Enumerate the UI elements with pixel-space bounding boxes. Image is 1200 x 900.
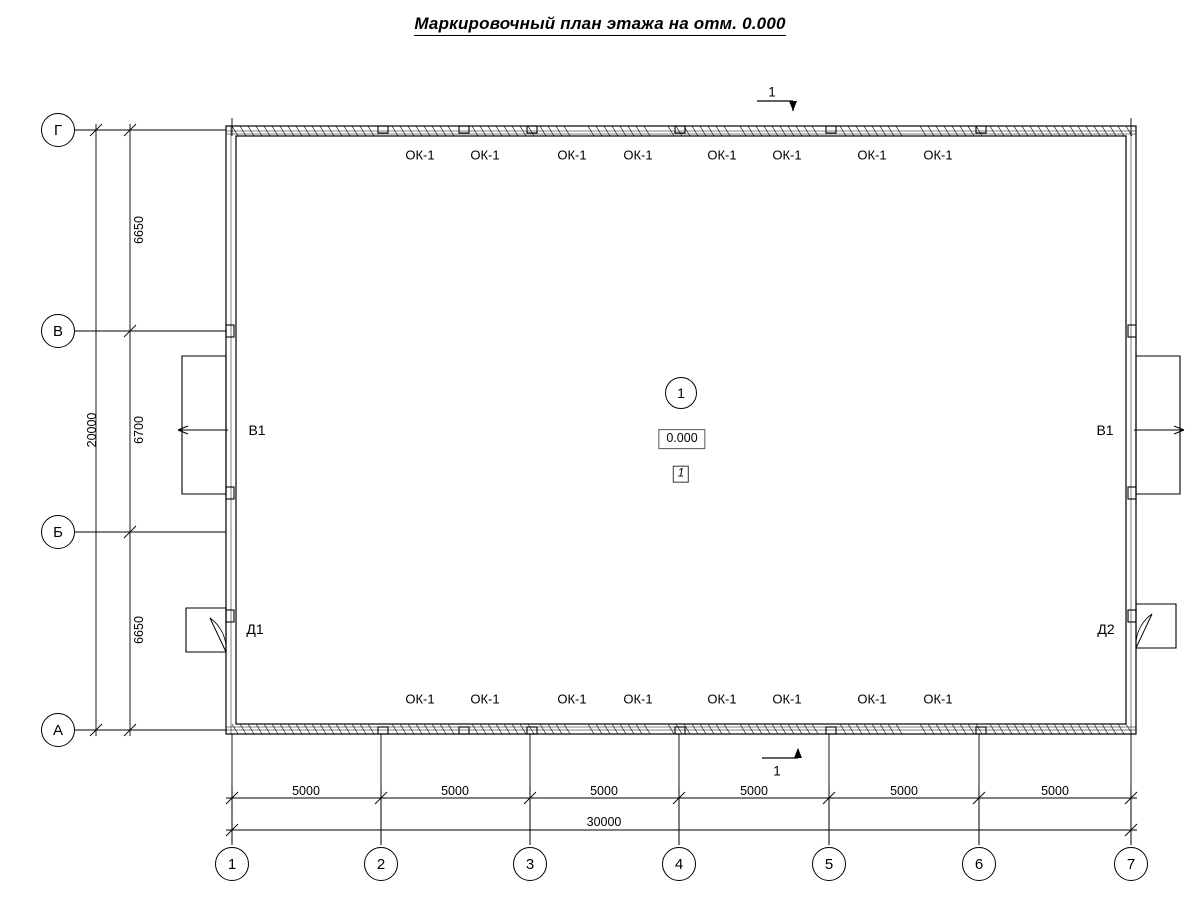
grid-label: А	[52, 721, 63, 739]
dimension-bottom-2: 5000	[441, 784, 469, 798]
grid-label: 7	[1126, 855, 1136, 873]
grid-label: 6	[974, 855, 984, 873]
grid-label: 4	[674, 855, 684, 873]
grid-bubble-v[interactable]	[41, 314, 75, 348]
gate-label-right: В1	[1096, 422, 1114, 438]
gate-left-b1	[182, 356, 226, 494]
window-label-bottom-4: ОК-1	[623, 691, 653, 707]
grid-label: Б	[53, 523, 63, 541]
door-label-left: Д1	[246, 621, 264, 637]
dimension-bottom-5: 5000	[890, 784, 918, 798]
section-detail-value: 1	[677, 467, 685, 480]
dimension-left-3: 6650	[132, 616, 146, 644]
room-number: 1	[677, 385, 685, 401]
section-mark-top	[757, 101, 797, 111]
window-label-top-2: ОК-1	[470, 147, 500, 163]
window-label-top-4: ОК-1	[623, 147, 653, 163]
grid-label: Г	[53, 121, 63, 139]
grid-label: 1	[227, 855, 237, 873]
grid-bubble-2[interactable]	[364, 847, 398, 881]
section-detail-mark	[673, 466, 689, 483]
window-label-top-8: ОК-1	[923, 147, 953, 163]
grid-bubble-7[interactable]	[1114, 847, 1148, 881]
grid-bubble-a[interactable]	[41, 713, 75, 747]
section-mark-bottom-label: 1	[773, 763, 781, 779]
door-right-d2	[1136, 604, 1176, 648]
dimension-bottom-total: 30000	[586, 815, 622, 829]
dimension-left-total: 20000	[85, 412, 99, 448]
grid-bubble-4[interactable]	[662, 847, 696, 881]
window-label-bottom-5: ОК-1	[707, 691, 737, 707]
window-label-bottom-7: ОК-1	[857, 691, 887, 707]
elevation-mark	[658, 429, 705, 449]
grid-label: 5	[824, 855, 834, 873]
grid-label: 3	[525, 855, 535, 873]
dimension-bottom-1: 5000	[292, 784, 320, 798]
dimension-bottom-3: 5000	[590, 784, 618, 798]
window-label-bottom-2: ОК-1	[470, 691, 500, 707]
door-label-right: Д2	[1097, 621, 1115, 637]
grid-label: 2	[376, 855, 386, 873]
door-left-d1	[186, 608, 226, 652]
room-number-bubble[interactable]	[665, 377, 697, 409]
grid-bubble-3[interactable]	[513, 847, 547, 881]
elevation-value: 0.000	[666, 431, 698, 446]
grid-bubble-g[interactable]	[41, 113, 75, 147]
window-label-top-5: ОК-1	[707, 147, 737, 163]
window-label-top-1: ОК-1	[405, 147, 435, 163]
window-label-bottom-6: ОК-1	[772, 691, 802, 707]
page-title: Маркировочный план этажа на отм. 0.000	[0, 14, 1200, 34]
dimension-bottom-6: 5000	[1041, 784, 1069, 798]
grid-bubble-1[interactable]	[215, 847, 249, 881]
grid-bubble-5[interactable]	[812, 847, 846, 881]
window-label-bottom-8: ОК-1	[923, 691, 953, 707]
window-label-top-6: ОК-1	[772, 147, 802, 163]
window-label-bottom-1: ОК-1	[405, 691, 435, 707]
gate-label-left: В1	[248, 422, 266, 438]
section-mark-bottom	[762, 748, 802, 758]
window-label-top-7: ОК-1	[857, 147, 887, 163]
dimension-bottom-4: 5000	[740, 784, 768, 798]
grid-label: В	[52, 322, 63, 340]
grid-bubble-6[interactable]	[962, 847, 996, 881]
dimension-left-1: 6650	[132, 216, 146, 244]
window-label-top-3: ОК-1	[557, 147, 587, 163]
grid-bubble-b[interactable]	[41, 515, 75, 549]
section-mark-top-label: 1	[768, 84, 776, 100]
dimension-left-2: 6700	[132, 416, 146, 444]
window-label-bottom-3: ОК-1	[557, 691, 587, 707]
gate-right-b1	[1136, 356, 1180, 494]
